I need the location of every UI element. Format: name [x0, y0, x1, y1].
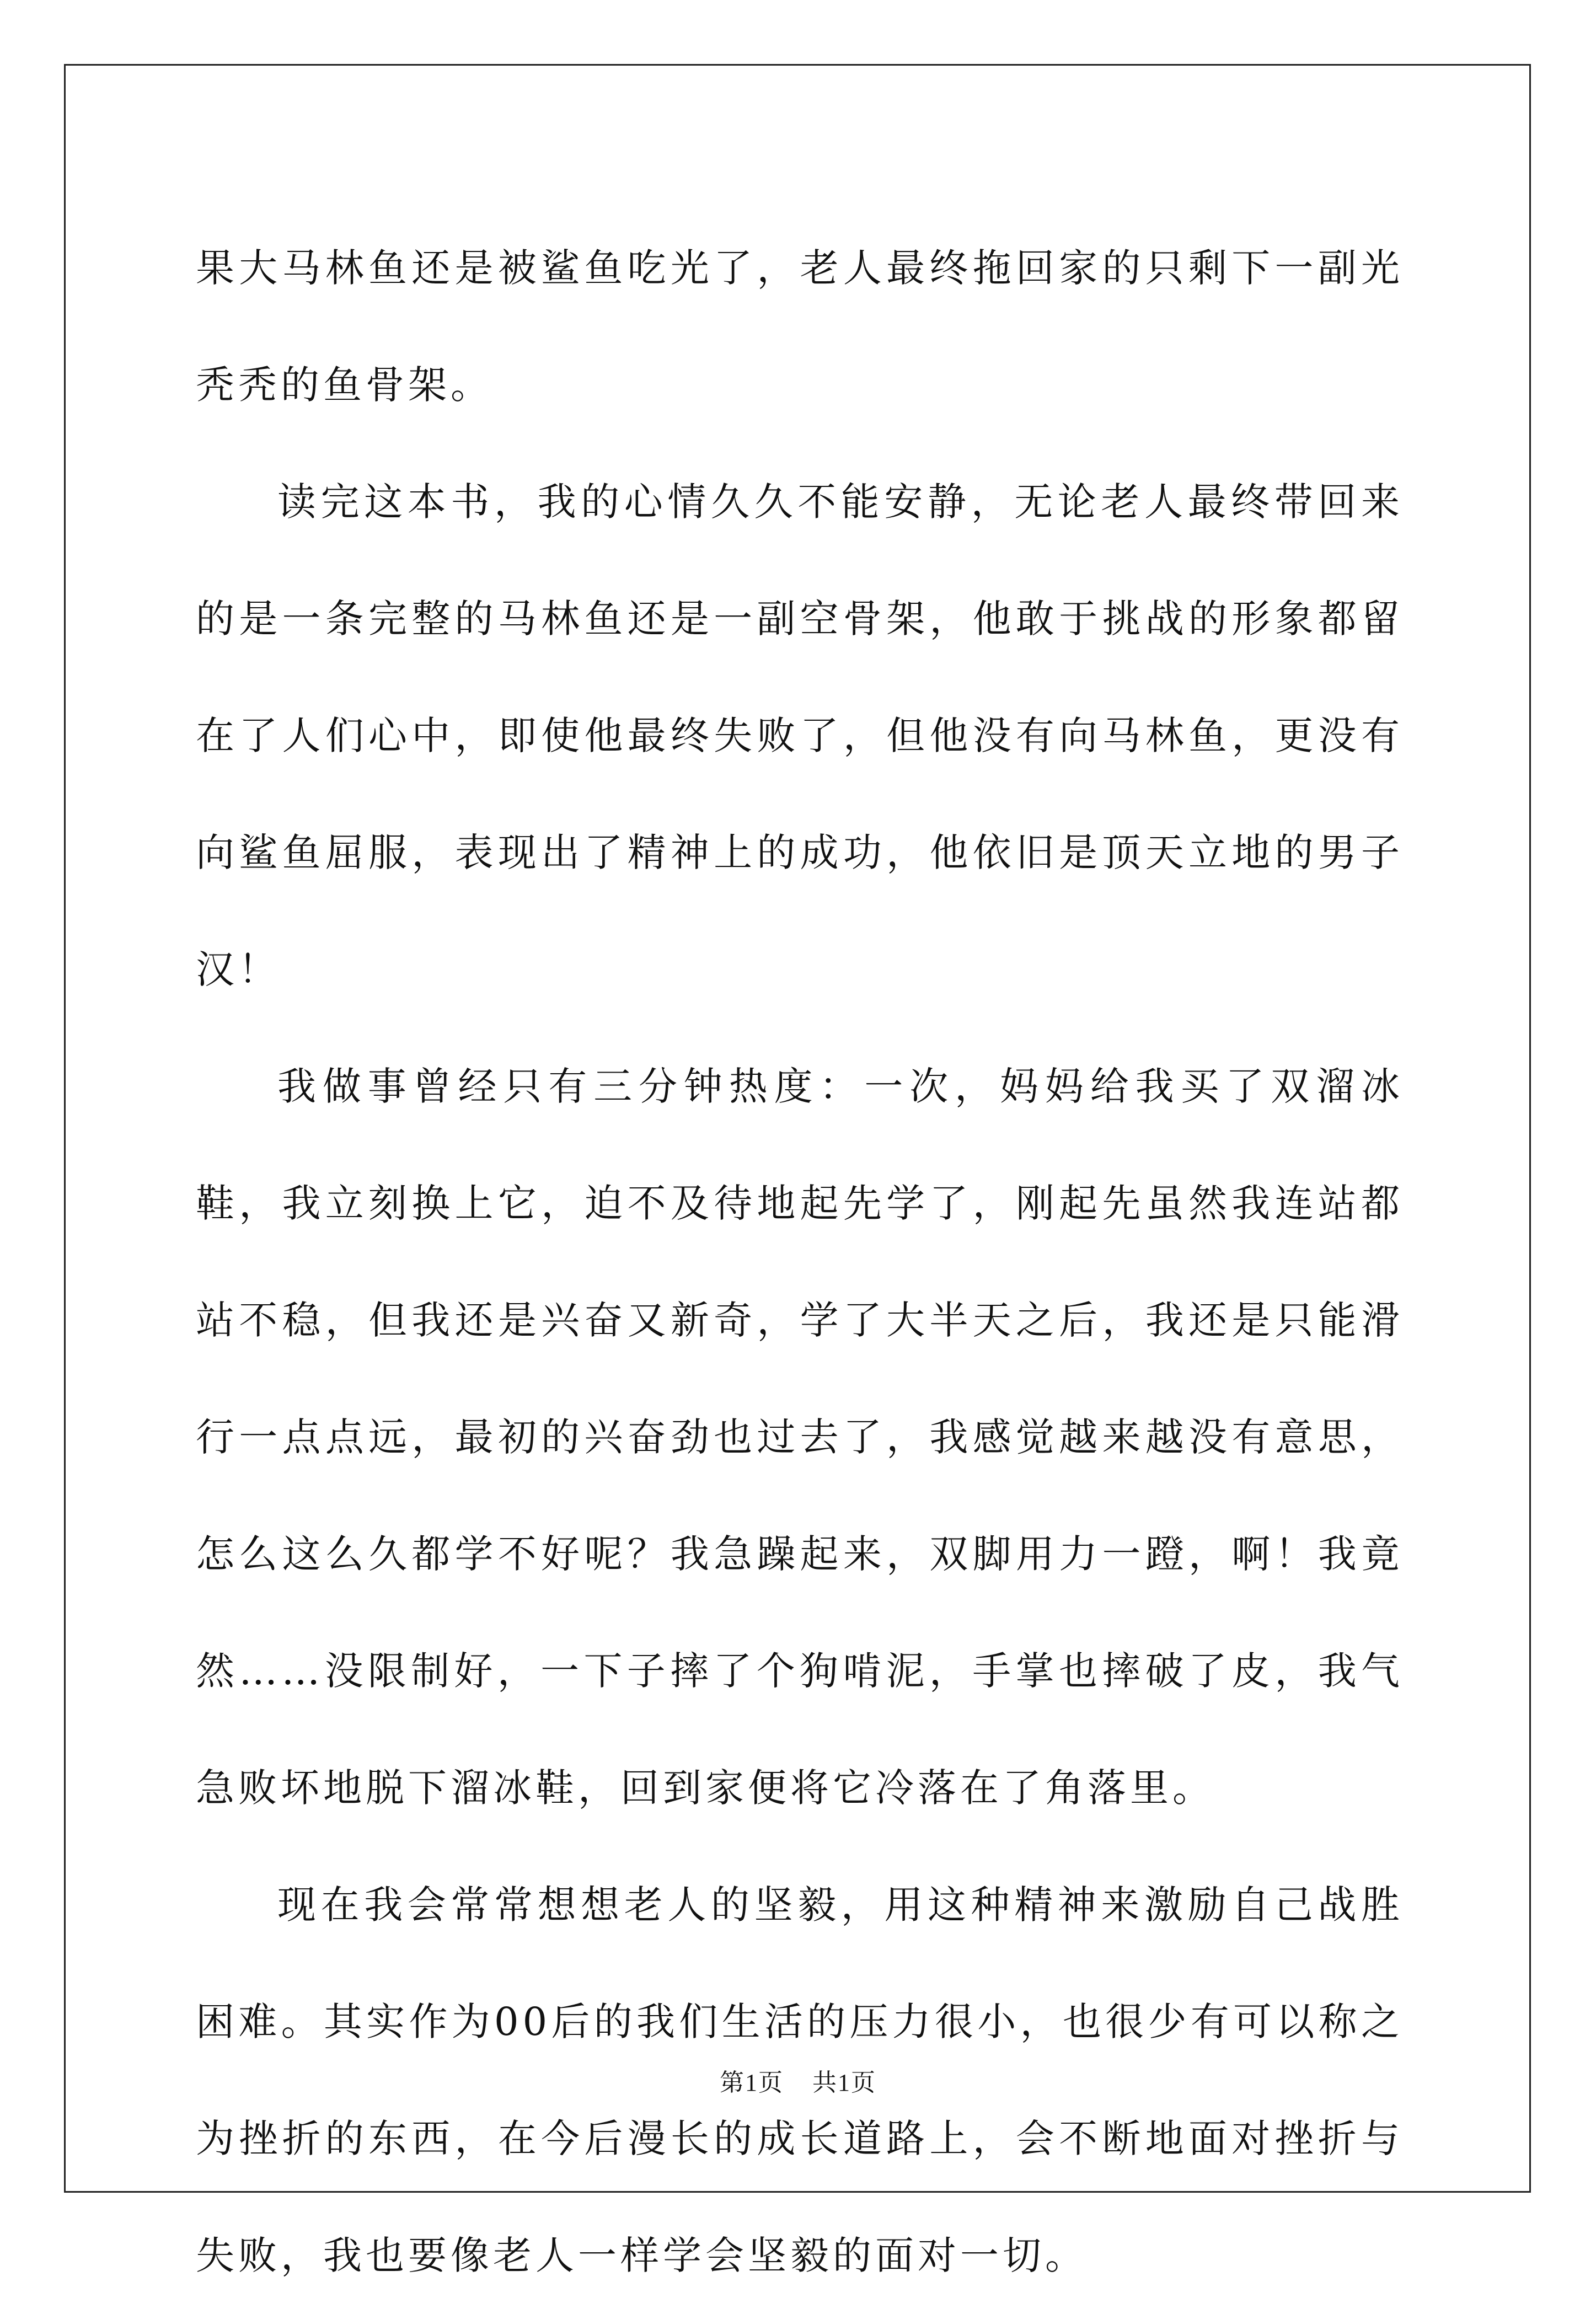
- paragraph-1: 果大马林鱼还是被鲨鱼吃光了，老人最终拖回家的只剩下一副光秃秃的鱼骨架。: [196, 245, 1404, 408]
- page-total: 共1页: [812, 2069, 876, 2096]
- document-body: [196, 210, 1404, 2314]
- page-number: 第1页: [720, 2069, 784, 2096]
- paragraph-3: 我做事曾经只有三分钟热度：一次，妈妈给我买了双溜冰鞋，我立刻换上它，迫不及待地起先学了，刚起先虽然我连站都站不稳，但我还是兴奋又新奇，学了大半天之后，我还是只能滑行一点点远，最初的兴奋劲也过去了，我感觉越来越没有意思，怎么这么久都学不好呢？我急躁起来，双脚用力一蹬，啊！我竟然……没限制好，一下子摔了个狗啃泥，手掌也摔破了皮，我气急败坏地脱下溜冰鞋，回到家便将它冷落在了角落里。: [196, 1064, 1404, 1811]
- page-footer: [0, 2063, 1596, 2098]
- paragraph-4: 现在我会常常想想老人的坚毅，用这种精神来激励自己战胜困难。其实作为00后的我们生活的压力很小，也很少有可以称之为挫折的东西，在今后漫长的成长道路上，会不断地面对挫折与失败，我也要像老人一样学会坚毅的面对一切。: [196, 1882, 1404, 2278]
- paragraph-2: 读完这本书，我的心情久久不能安静，无论老人最终带回来的是一条完整的马林鱼还是一副空骨架，他敢于挑战的形象都留在了人们心中，即使他最终失败了，但他没有向马林鱼，更没有向鲨鱼屈服，表现出了精神上的成功，他依旧是顶天立地的男子汉！: [196, 479, 1404, 992]
